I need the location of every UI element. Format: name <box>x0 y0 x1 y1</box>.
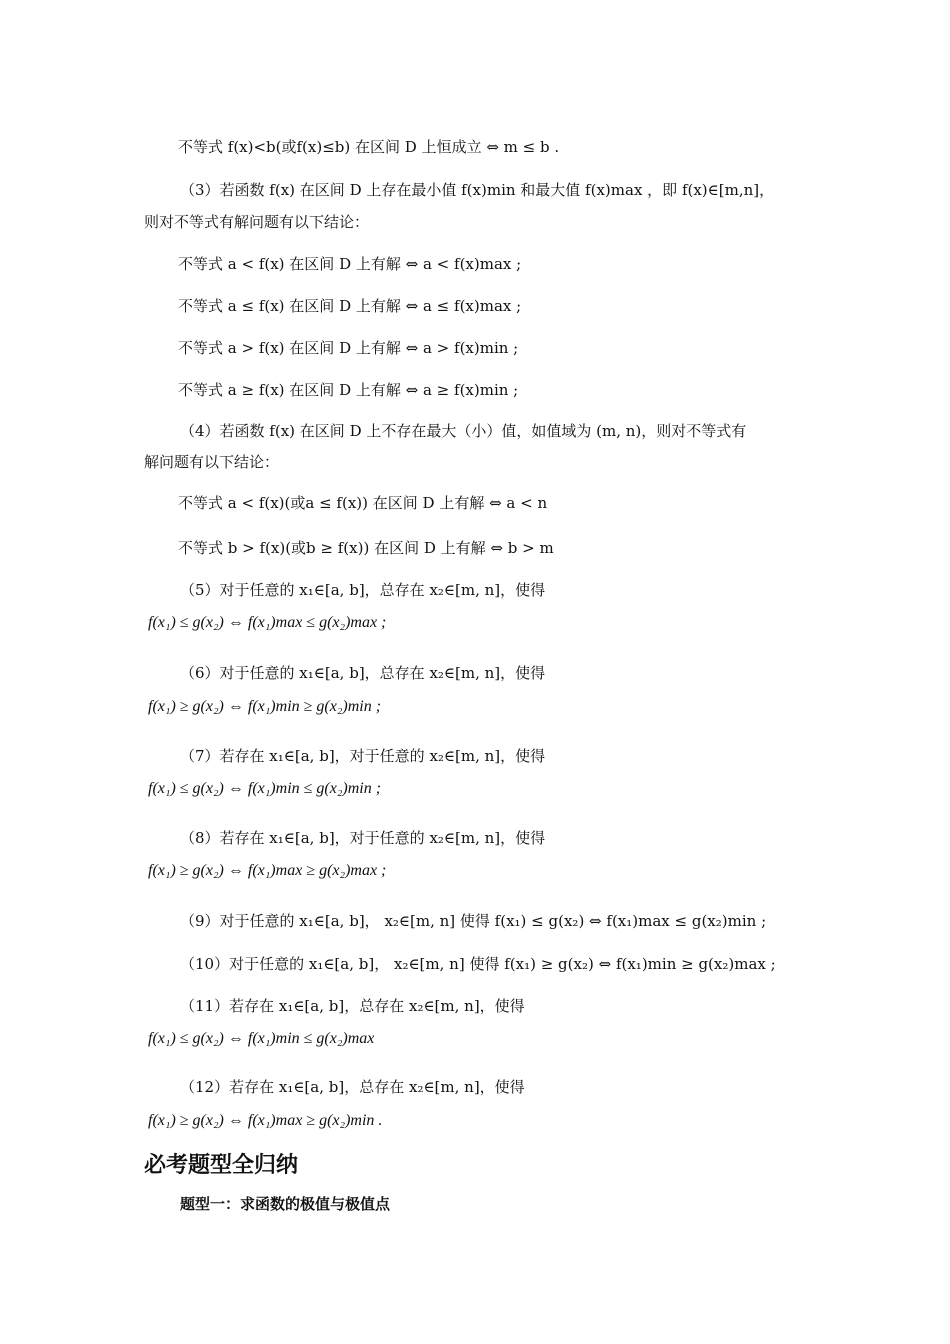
text-line: （7）若存在 x₁∈[a, b]，对于任意的 x₂∈[m, n]，使得 <box>180 747 546 765</box>
text-line: 则对不等式有解问题有以下结论： <box>144 213 370 231</box>
text-line: 不等式 b > f(x)(或b ≥ f(x)) 在区间 D 上有解 ⇔ b > m <box>178 539 554 557</box>
formula-line: f(x₁) ≥ g(x₂) ⇔ f(x₁)min ≥ g(x₂)min ; <box>148 698 382 715</box>
section-heading: 必考题型全归纳 <box>144 1153 299 1178</box>
section-subheading: 题型一：求函数的极值与极值点 <box>180 1195 391 1213</box>
text-line: （3）若函数 f(x) 在区间 D 上存在最小值 f(x)min 和最大值 f(x)max ，即 f(x)∈[m,n]， <box>180 181 775 199</box>
text-line: （5）对于任意的 x₁∈[a, b]，总存在 x₂∈[m, n]，使得 <box>180 581 546 599</box>
text-line: （9）对于任意的 x₁∈[a, b]， x₂∈[m, n] 使得 f(x₁) ≤ g(x₂) ⇔ f(x₁)max ≤ g(x₂)min ; <box>180 912 767 930</box>
text-line: 不等式 a < f(x)(或a ≤ f(x)) 在区间 D 上有解 ⇔ a < n <box>178 494 548 512</box>
formula-line: f(x₁) ≤ g(x₂) ⇔ f(x₁)max ≤ g(x₂)max ; <box>148 614 387 631</box>
formula-line: f(x₁) ≤ g(x₂) ⇔ f(x₁)min ≤ g(x₂)max <box>148 1030 375 1047</box>
text-line: （12）若存在 x₁∈[a, b]，总存在 x₂∈[m, n]，使得 <box>180 1078 525 1096</box>
text-line: （4）若函数 f(x) 在区间 D 上不存在最大（小）值，如值域为 (m, n)，则对不等式有 <box>180 422 747 440</box>
text-line: （10）对于任意的 x₁∈[a, b]， x₂∈[m, n] 使得 f(x₁) ≥ g(x₂) ⇔ f(x₁)min ≥ g(x₂)max ; <box>180 955 776 973</box>
text-line: 解问题有以下结论： <box>144 453 280 471</box>
text-line: （6）对于任意的 x₁∈[a, b]，总存在 x₂∈[m, n]，使得 <box>180 664 546 682</box>
text-line: （11）若存在 x₁∈[a, b]，总存在 x₂∈[m, n]，使得 <box>180 997 525 1015</box>
formula-line: f(x₁) ≥ g(x₂) ⇔ f(x₁)max ≥ g(x₂)min . <box>148 1112 383 1129</box>
text-line: （8）若存在 x₁∈[a, b]，对于任意的 x₂∈[m, n]，使得 <box>180 829 546 847</box>
text-line: 不等式 a < f(x) 在区间 D 上有解 ⇔ a < f(x)max ; <box>178 255 522 273</box>
formula-line: f(x₁) ≥ g(x₂) ⇔ f(x₁)max ≥ g(x₂)max ; <box>148 862 387 879</box>
text-line: 不等式 a > f(x) 在区间 D 上有解 ⇔ a > f(x)min ; <box>178 339 519 357</box>
text-line: 不等式 a ≤ f(x) 在区间 D 上有解 ⇔ a ≤ f(x)max ; <box>178 297 522 315</box>
text-line: 不等式 f(x)<b(或f(x)≤b) 在区间 D 上恒成立 ⇔ m ≤ b . <box>178 138 560 156</box>
text-line: 不等式 a ≥ f(x) 在区间 D 上有解 ⇔ a ≥ f(x)min ; <box>178 381 519 399</box>
formula-line: f(x₁) ≤ g(x₂) ⇔ f(x₁)min ≤ g(x₂)min ; <box>148 780 382 797</box>
